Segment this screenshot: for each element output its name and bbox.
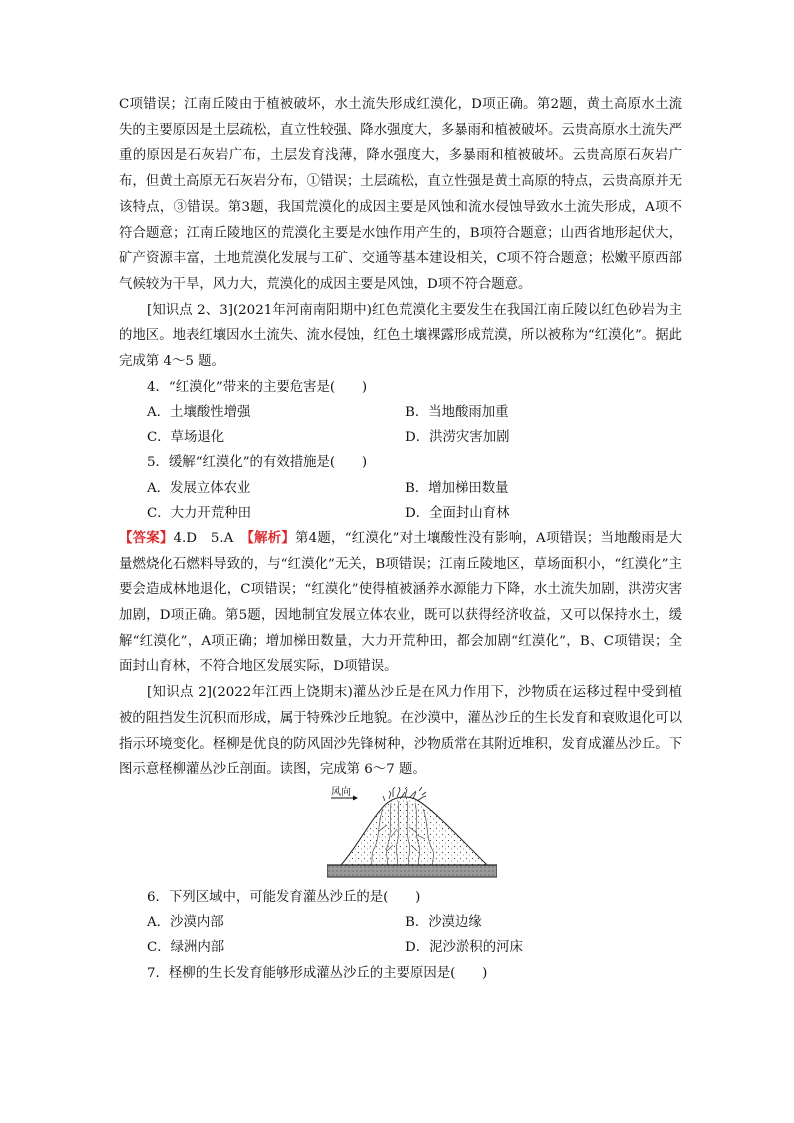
option-b: B．当地酸雨加重 xyxy=(405,404,509,420)
analysis-paragraph-continued: C项错误；江南丘陵由于植被破坏，水土流失形成红漠化，D项正确。第2题，黄土高原水土流失的主要原因是土层疏松，直立性较强、降水强度大，多暴雨和植被破坏。云贵高原水土流失严重的原因是石灰岩广布，土层发育浅薄，降水强度大，多暴雨和植被破坏。云贵高原石灰岩广布，但黄土高原无石灰岩分布，①错误；土层疏松，直立性强是黄土高原的特点，云贵高原并无该特点，③错误。第3题，我国荒漠化的成因主要是风蚀和流水侵蚀导致水土流失形成，A项不符合题意；江南丘陵地区的荒漠化主要是水蚀作用产生的，B项符合题意；山西省地形起伏大，矿产资源丰富，土地荒漠化发展与工矿、交通等基本建设相关，C项不符合题意；松嫩平原西部气候较为干旱，风力大，荒漠化的成因主要是风蚀，D项不符合题意。 xyxy=(119,97,682,292)
analysis-tag: 【解析】 xyxy=(247,529,296,546)
option-a: A．土壤酸性增强 xyxy=(147,404,251,420)
wind-arrow xyxy=(331,785,358,801)
question-7-stem: 7．柽柳的生长发育能够形成灌丛沙丘的主要原因是( ) xyxy=(147,965,488,981)
option-c: C．草场退化 xyxy=(147,430,225,446)
option-b: B．沙漠边缘 xyxy=(405,915,482,931)
option-b: B．增加梯田数量 xyxy=(405,480,509,496)
question-4-stem: 4．“红漠化”带来的主要危害是( ) xyxy=(147,379,368,395)
question-5-stem: 5．缓解“红漠化”的有效措施是( ) xyxy=(147,455,368,471)
option-d: D．泥沙淤积的河床 xyxy=(405,940,523,956)
ground-layer xyxy=(327,865,497,877)
document-page xyxy=(119,92,682,986)
option-a: A．发展立体农业 xyxy=(147,480,251,496)
analysis-text: 第4题，“红漠化”对土壤酸性没有影响，A项错误；当地酸雨是大量燃烧化石燃料导致的，与“红漠化”无关，B项错误；江南丘陵地区，草场面积小，“红漠化”主要会造成林地退化，C项错误；“红漠化”使得植被涵养水源能力下降，水土流失加剧，洪涝灾害加剧，D项正确。第5题，因地制宜发展立体农业，既可以获得经济收益，又可以保持水土，缓解“红漠化”，A项正确；增加梯田数量，大力开荒种田，都会加剧“红漠化”，B、C项错误；全面封山育林，不符合地区发展实际，D项错误。 xyxy=(119,530,682,675)
wind-direction-label: 风向 xyxy=(331,786,351,798)
answer-value: 4.D 5.A xyxy=(173,530,248,546)
question-6 xyxy=(119,885,682,961)
option-a: A．沙漠内部 xyxy=(147,915,224,931)
question-4 xyxy=(119,375,682,451)
option-d: D．全面封山育林 xyxy=(405,505,510,521)
question-7 xyxy=(119,961,682,986)
shrub-dune-profile-diagram xyxy=(327,785,497,883)
answer-tag: 【答案】 xyxy=(119,529,174,546)
option-c: C．大力开荒种田 xyxy=(147,505,251,521)
passage-intro-red-desertification: [知识点 2、3](2021年河南南阳期中)红色荒漠化主要发生在我国江南丘陵以红色砂岩为主的地区。地表红壤因水土流失、流水侵蚀，红色土壤裸露形成荒漠，所以被称为“红漠化”。据此完成第 4～5 题。 xyxy=(119,302,682,370)
option-c: C．绿洲内部 xyxy=(147,940,225,956)
answer-analysis xyxy=(119,526,682,680)
option-d: D．洪涝灾害加剧 xyxy=(405,430,510,446)
question-5-options xyxy=(119,476,682,526)
shrub-dune-profile-figure xyxy=(327,785,497,883)
question-6-options xyxy=(119,910,682,960)
question-6-stem: 6．下列区域中，可能发育灌丛沙丘的是( ) xyxy=(147,889,421,905)
question-4-options xyxy=(119,400,682,450)
passage-intro-shrub-dune: [知识点 2](2022年江西上饶期末)灌丛沙丘是在风力作用下，沙物质在运移过程中受到植被的阻挡发生沉积而形成，属于特殊沙丘地貌。在沙漠中，灌丛沙丘的生长发育和衰败退化可以指示环境变化。柽柳是优良的防风固沙先锋树种，沙物质常在其附近堆积，发育成灌丛沙丘。下图示意柽柳灌丛沙丘剖面。读图，完成第 6～7 题。 xyxy=(119,685,682,778)
question-5 xyxy=(119,450,682,526)
